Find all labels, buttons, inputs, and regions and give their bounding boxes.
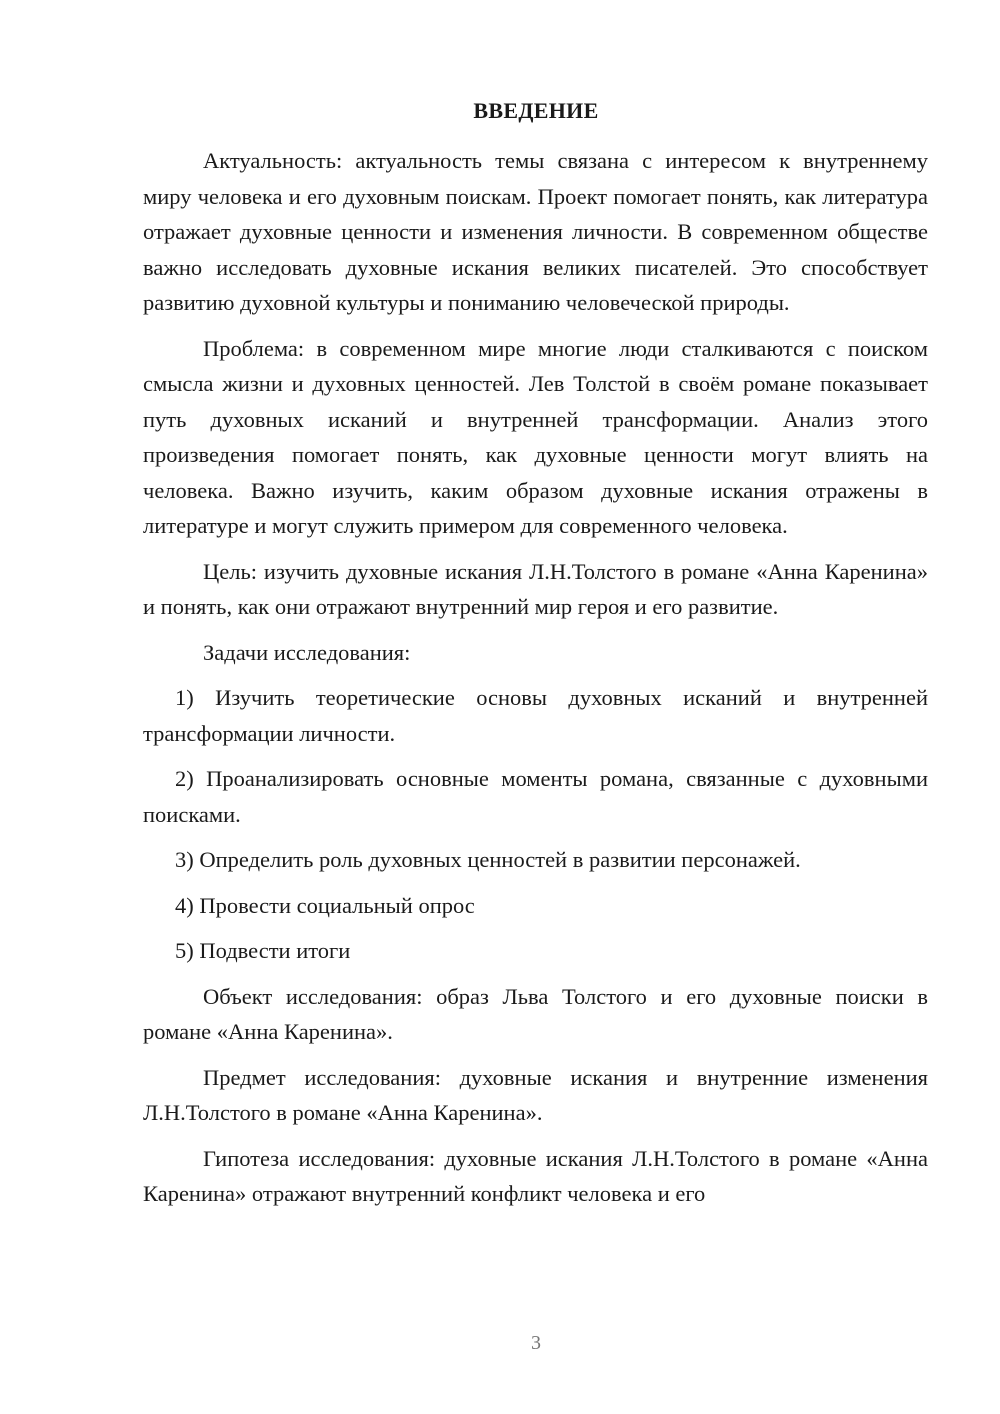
task-item-3: 3) Определить роль духовных ценностей в развитии персонажей. bbox=[175, 847, 801, 872]
task-item-4: 4) Провести социальный опрос bbox=[175, 892, 475, 918]
task-item-2: 2) Проанализировать основные моменты романа, связанные с духовными поисками. bbox=[143, 766, 928, 827]
task-item-1: 1) Изучить теоретические основы духовных исканий и внутренней трансформации личности. bbox=[143, 685, 928, 746]
page-number: 3 bbox=[531, 1332, 541, 1354]
task-item-5: 5) Подвести итоги bbox=[175, 938, 351, 963]
paragraph-subject: Предмет исследования: духовные искания и внутренние изменения Л.Н.Толстого в романе «Анна Каренина». bbox=[143, 1064, 928, 1125]
paragraph-relevance: Актуальность: актуальность темы связана с интересом к внутреннему миру человека и его духовным поискам. Проект помогает понять, как литература отражает духовные ценности и изменения личности. В современном обществе важно исследовать духовные искания великих писателей. Это способствует развитию духовной культуры и пониманию человеческой природы. bbox=[143, 148, 928, 315]
paragraph-problem: Проблема: в современном мире многие люди сталкиваются с поиском смысла жизни и духовных ценностей. Лев Толстой в своём романе показывает путь духовных исканий и внутренней трансформации. Анализ этого произведения помогает понять, как духовные ценности могут влиять на человека. Важно изучить, каким образом духовные искания отражены в литературе и могут служить примером для современного человека. bbox=[143, 335, 928, 538]
paragraph-object: Объект исследования: образ Льва Толстого и его духовные поиски в романе «Анна Каренина». bbox=[143, 983, 928, 1044]
document-body bbox=[143, 143, 928, 1222]
paragraph-hypothesis: Гипотеза исследования: духовные искания Л.Н.Толстого в романе «Анна Каренина» отражают внутренний конфликт человека и его bbox=[143, 1145, 928, 1206]
section-title: ВВЕДЕНИЕ bbox=[473, 98, 599, 123]
paragraph-tasks-heading: Задачи исследования: bbox=[203, 639, 411, 665]
paragraph-goal: Цель: изучить духовные искания Л.Н.Толстого в романе «Анна Каренина» и понять, как они отражают внутренний мир героя и его развитие. bbox=[143, 558, 928, 619]
